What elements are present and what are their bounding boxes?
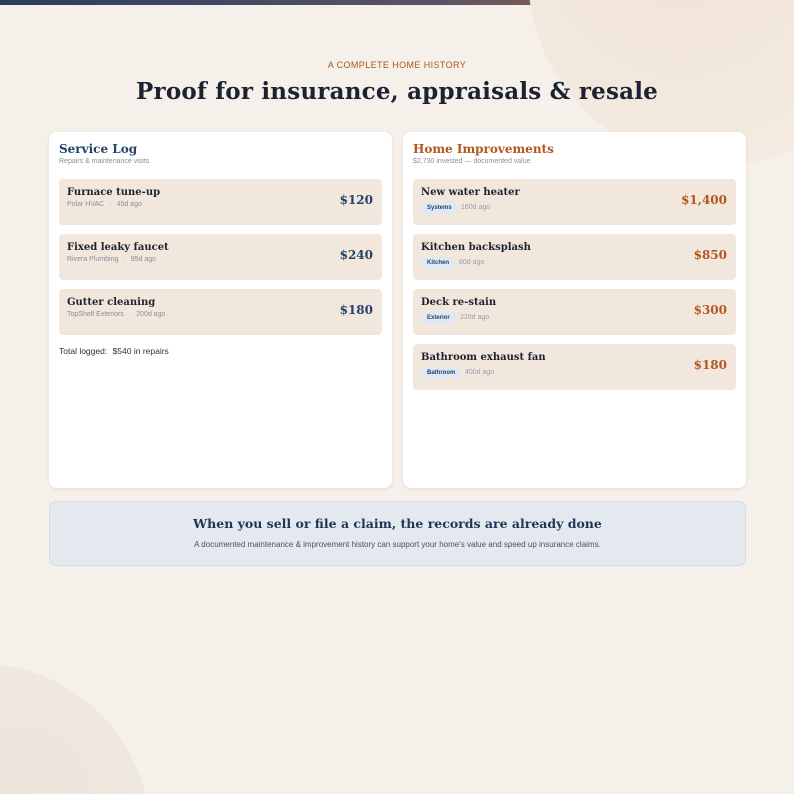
- improvement-amount: $850: [693, 248, 727, 262]
- total-value: $540 in repairs: [112, 346, 169, 356]
- service-item-title: Furnace tune-up: [67, 187, 161, 198]
- service-item[interactable]: [59, 234, 382, 280]
- home-improvements-card: [403, 132, 746, 488]
- card-title: Home Improvements: [413, 142, 554, 156]
- improvement-age: 160d ago: [461, 204, 491, 211]
- improvement-age: 400d ago: [465, 369, 495, 376]
- category-tag: Kitchen: [421, 257, 455, 269]
- service-item-meta: Polar HVAC · 45d ago: [67, 201, 142, 208]
- page-title: Proof for insurance, appraisals & resale: [136, 78, 658, 105]
- improvement-item[interactable]: [413, 289, 736, 335]
- card-subtitle: Repairs & maintenance visits: [59, 158, 150, 165]
- records-banner: [49, 501, 746, 566]
- service-log-card: [49, 132, 392, 488]
- improvement-item-title: Bathroom exhaust fan: [421, 352, 546, 363]
- improvement-age: 220d ago: [460, 314, 490, 321]
- category-tag: Systems: [421, 202, 458, 214]
- eyebrow-label: A COMPLETE HOME HISTORY: [327, 60, 467, 70]
- service-item-title: Gutter cleaning: [67, 297, 156, 308]
- total-label: Total logged:: [59, 346, 108, 356]
- improvement-item[interactable]: [413, 234, 736, 280]
- category-tag: Bathroom: [421, 367, 461, 379]
- card-subtitle: $2,730 invested — documented value: [413, 158, 531, 165]
- improvement-item-title: New water heater: [421, 187, 520, 198]
- card-title: Service Log: [59, 142, 138, 156]
- service-amount: $180: [339, 303, 373, 317]
- service-age: 95d ago: [130, 256, 157, 263]
- service-age: 200d ago: [136, 311, 166, 318]
- service-amount: $120: [339, 193, 373, 207]
- vendor-name: TopShelf Exteriors: [67, 311, 124, 318]
- banner-text: A documented maintenance & improvement history can support your home's value and speed up insurance claims.: [194, 540, 601, 549]
- improvement-item-title: Kitchen backsplash: [421, 242, 531, 253]
- improvement-amount: $300: [693, 303, 727, 317]
- category-tag: Exterior: [421, 312, 456, 324]
- service-age: 45d ago: [116, 201, 142, 208]
- total-logged: [59, 346, 169, 356]
- improvement-item-title: Deck re-stain: [421, 297, 497, 308]
- banner-title: When you sell or file a claim, the records are already done: [193, 516, 602, 531]
- improvement-amount: $1,400: [681, 193, 727, 207]
- service-item[interactable]: [59, 289, 382, 335]
- vendor-name: Polar HVAC: [67, 201, 105, 208]
- decorative-circle: [0, 664, 150, 794]
- service-item-meta: TopShelf Exteriors · 200d ago: [67, 311, 166, 318]
- improvement-item[interactable]: [413, 344, 736, 390]
- vendor-name: Rivera Plumbing: [67, 256, 119, 263]
- improvement-amount: $180: [693, 358, 727, 372]
- service-item-meta: Rivera Plumbing · 95d ago: [67, 256, 157, 263]
- service-item-title: Fixed leaky faucet: [67, 242, 169, 253]
- service-amount: $240: [339, 248, 373, 262]
- service-item[interactable]: [59, 179, 382, 225]
- improvement-item[interactable]: [413, 179, 736, 225]
- improvement-age: 60d ago: [459, 259, 485, 266]
